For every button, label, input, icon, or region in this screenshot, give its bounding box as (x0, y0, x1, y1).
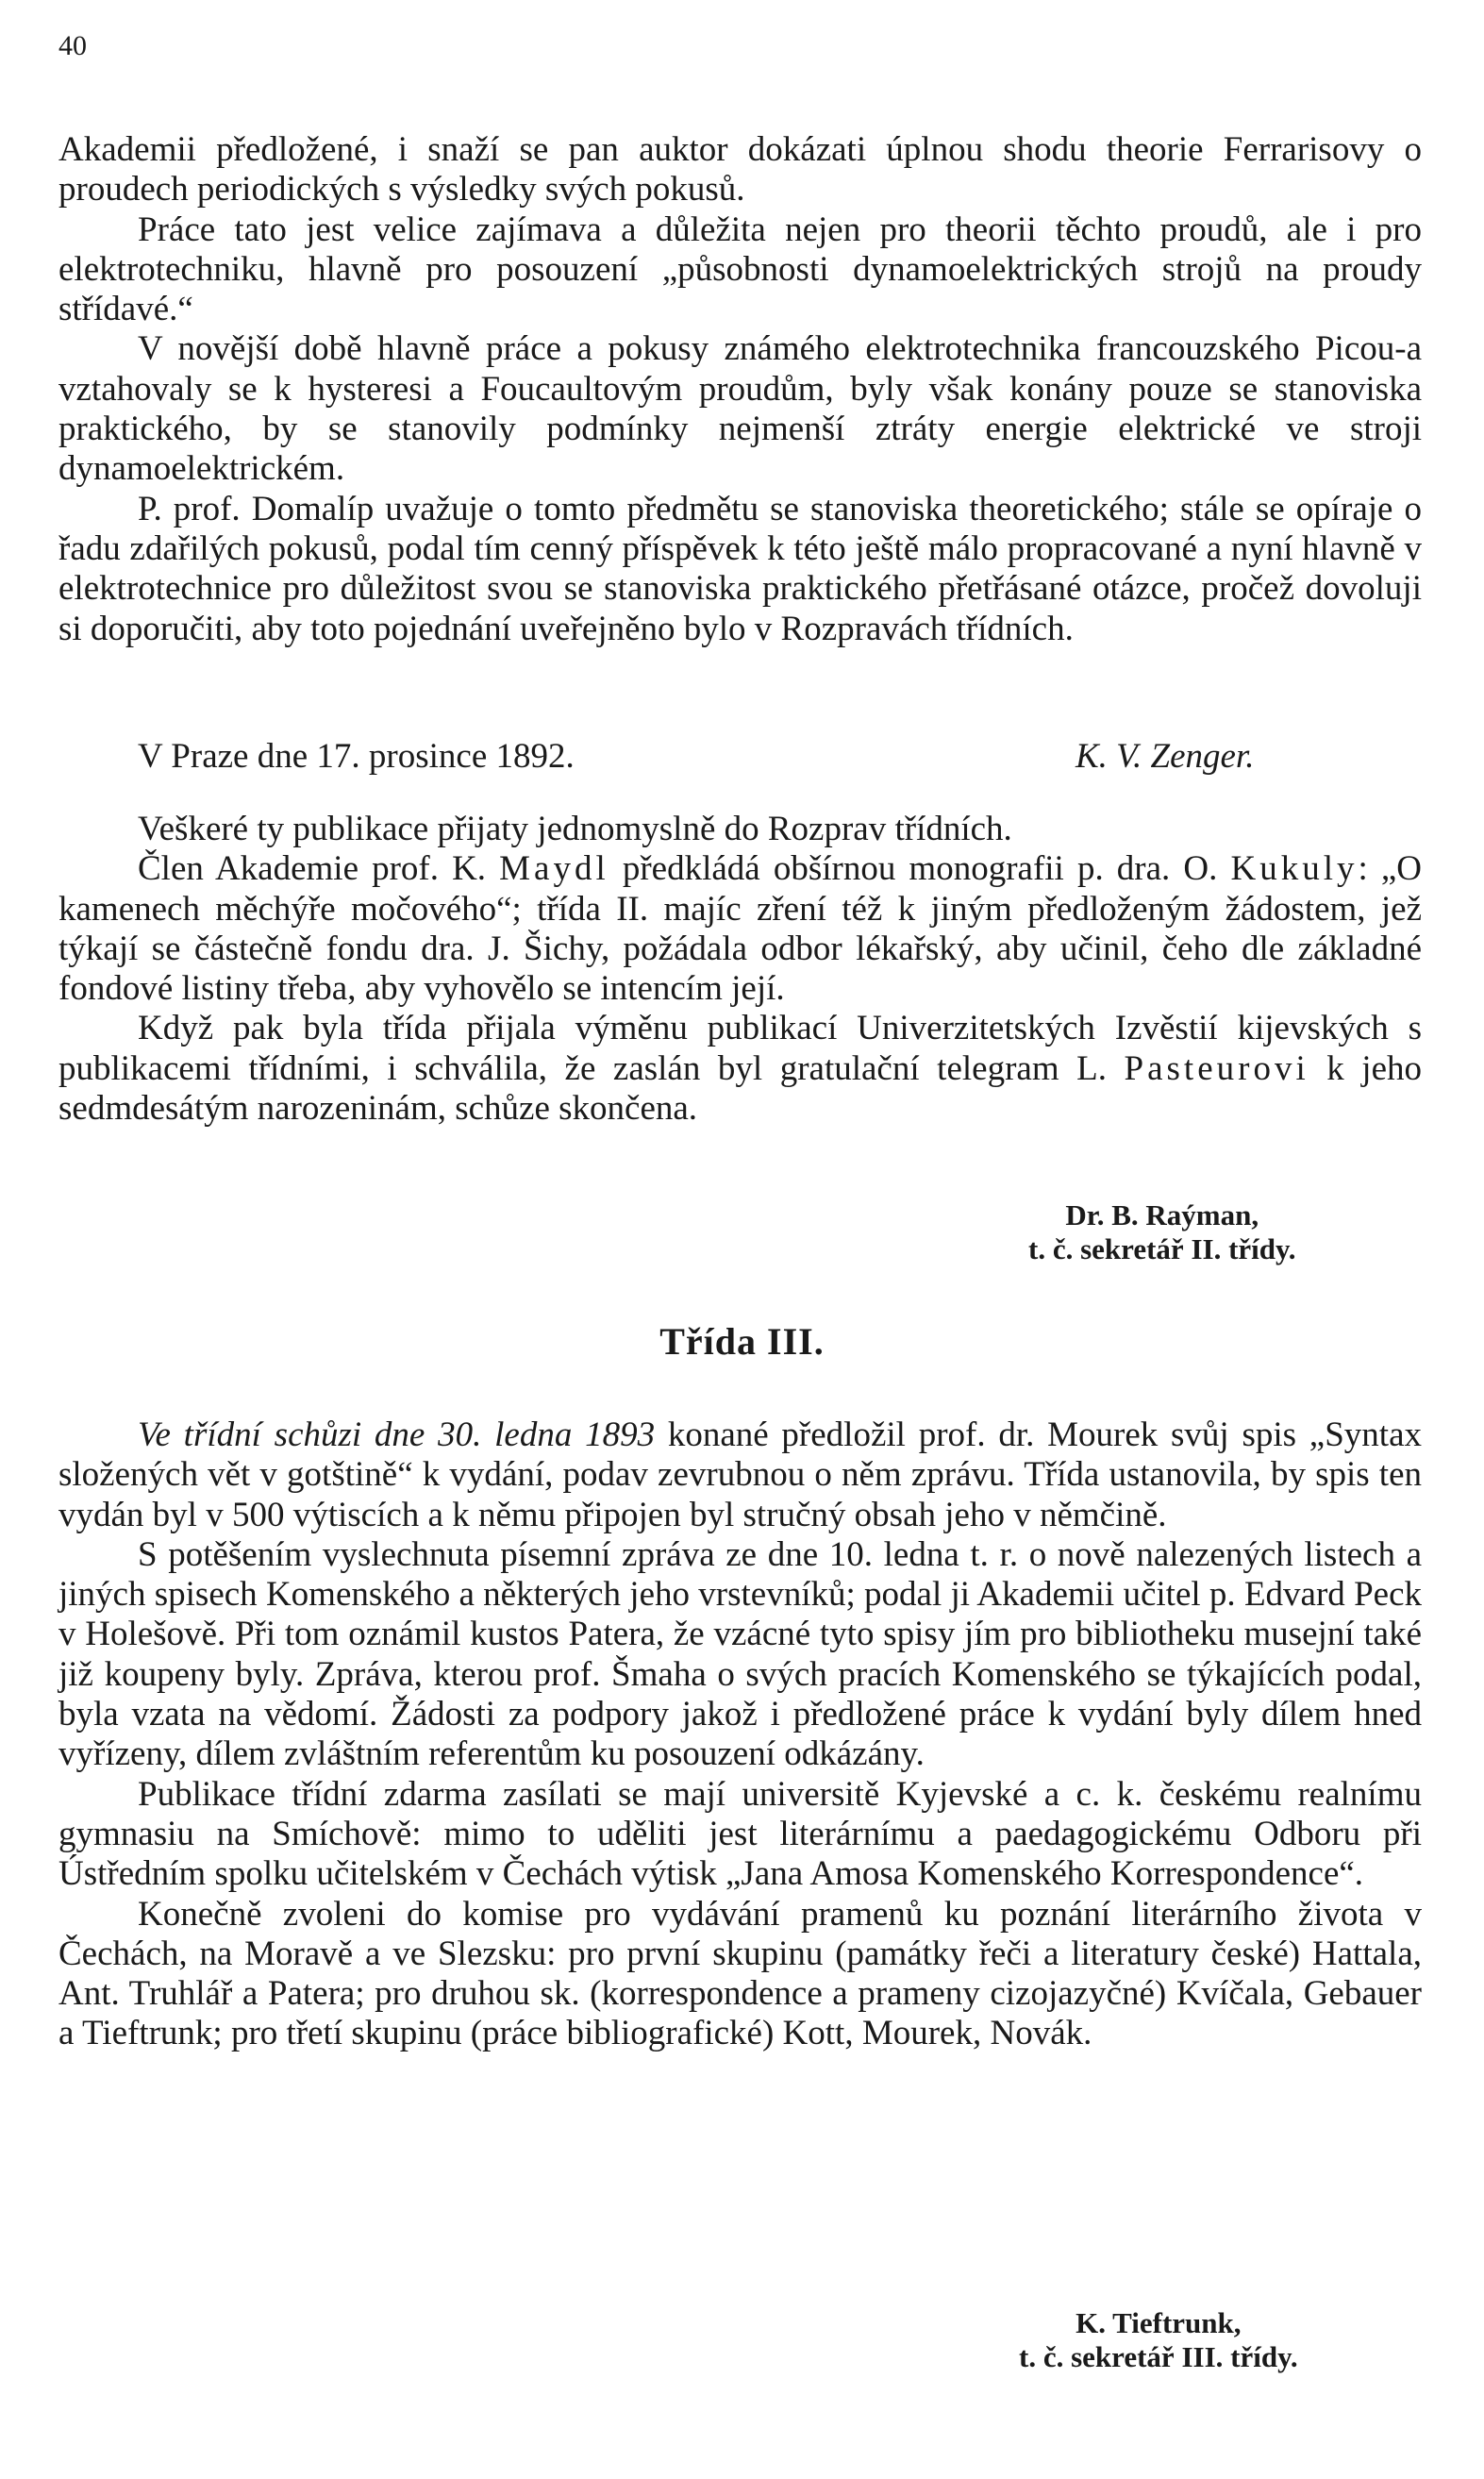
signature-name: K. Tieftrunk, (1075, 2306, 1242, 2339)
text-run: Když pak byla třída přijala výměnu publikací Univerzitetských Izvěstií kijevských s publikacemi třídními, i schválila, že zaslán byl gratulační telegram L. (58, 1009, 1422, 1088)
section-heading: Třída III. (659, 1320, 825, 1363)
paragraph: Veškeré ty publikace přijaty jednomyslně do Rozprav třídních. (138, 810, 1012, 848)
body-block-2 (58, 810, 1422, 1129)
paragraph: S potěšením vyslechnuta písemní zpráva ze dne 10. ledna t. r. o nově nalezených listech a jiných spisech Komenského a některých jeho vrstevníků; podal ji Akademii učitel p. Edvard Peck v Holešově. Při tom oznámil kustos Patera, že vzácné tyto spisy jím pro bibliotheku musejní také již koupeny byly. Zpráva, kterou prof. Šmaha o svých pracích Komenského se týkajících podal, byla vzata na vědomí. Žádosti za podpory jakož i předložené práce k vydání byly dílem hned vyřízeny, dílem zvláštním referentům ku posouzení odkázány. (58, 1534, 1422, 1774)
paragraph (58, 1415, 1422, 1535)
person-name: Maydl (499, 849, 609, 889)
signature-name: Dr. B. Raýman, (1065, 1198, 1259, 1231)
paragraph (58, 1009, 1422, 1129)
signature-secretary-ii (1028, 1198, 1296, 1266)
paragraph: Akademii předložené, i snaží se pan auktor dokázati úplnou shodu theorie Ferrarisovy o proudech periodických s výsledky svých pokusů. (58, 130, 1422, 209)
text-run: konané předložil prof. dr. Mourek svůj spis „Syntax složených vět v gotštině“ k vydání, podav zevrubnou o něm zprávu. Třída ustanovila, by spis ten vydán byl v 500 výtiscích a k němu připojen byl stručný obsah jeho v němčině. (58, 1415, 1422, 1534)
signature-role: t. č. sekretář III. třídy. (1019, 2340, 1298, 2373)
place-date: V Praze dne 17. prosince 1892. (138, 737, 575, 776)
text-run: Člen Akademie prof. K. (138, 849, 500, 889)
paragraph: V novější době hlavně práce a pokusy známého elektrotechnika francouzského Picou-a vztahovaly se k hysteresi a Foucaultovým proudům, byly však konány pouze se stanoviska praktického, by se stanovily podmínky nejmenší ztráty energie elektrické ve stroji dynamoelektrickém. (58, 329, 1422, 489)
body-block-1 (58, 130, 1422, 649)
text-run: předkládá obšírnou monografii p. dra. O. (609, 849, 1231, 889)
person-name: Pasteurovi (1124, 1048, 1309, 1088)
page-number: 40 (58, 30, 87, 61)
body-block-3 (58, 1415, 1422, 2054)
paragraph: Práce tato jest velice zajímava a důležita nejen pro theorii těchto proudů, ale i pro elektrotechniku, hlavně pro posouzení „působnosti dynamoelektrických strojů na proudy střídavé.“ (58, 209, 1422, 329)
dateline (58, 736, 1422, 777)
paragraph: P. prof. Domalíp uvažuje o tomto předmětu se stanoviska theoretického; stále se opíraje o řadu zdařilých pokusů, podal tím cenný příspěvek k této ještě málo propracované a nyní hlavně v elektrotechnice pro důležitost svou se stanoviska praktického přetřásané otázce, pročež dovoluji si doporučiti, aby toto pojednání uveřejněno bylo v Rozpravách třídních. (58, 489, 1422, 648)
paragraph: Publikace třídní zdarma zasílati se mají universitě Kyjevské a c. k. českému realnímu gymnasiu na Smíchově: mimo to uděliti jest literárnímu a paedagogickému Odboru při Ústředním spolku učitelském v Čechách výtisk „Jana Amosa Komenského Korrespondence“. (58, 1774, 1422, 1894)
paragraph (58, 849, 1422, 1009)
reviewer-signature: K. V. Zenger. (1075, 737, 1255, 776)
signature-secretary-iii (1019, 2306, 1298, 2374)
text-run: k jeho sedmdesátým narozeninám, schůze skončena. (58, 1048, 1423, 1129)
meeting-date: Ve třídní schůzi dne 30. ledna 1893 (138, 1415, 656, 1454)
signature-role: t. č. sekretář II. třídy. (1028, 1232, 1296, 1265)
paragraph: Konečně zvoleni do komise pro vydávání pramenů ku poznání literárního života v Čechách, na Moravě a ve Slezsku: pro první skupinu (památky řeči a literatury české) Hattala, Ant. Truhlář a Patera; pro druhou sk. (korrespondence a prameny cizojazyčné) Kvíčala, Gebauer a Tieftrunk; pro třetí skupinu (práce bibliografické) Kott, Mourek, Novák. (58, 1894, 1422, 2053)
person-name: Kukuly (1230, 849, 1359, 889)
text-run: : „O kamenech měchýře močového“; třída II. majíc zření též k jiným předloženým žádostem, jež týkají se částečně fondu dra. J. Šichy, požádala odbor lékařský, aby učinil, čeho dle základné fondové listiny třeba, aby vyhovělo se intencím její. (58, 849, 1422, 1009)
